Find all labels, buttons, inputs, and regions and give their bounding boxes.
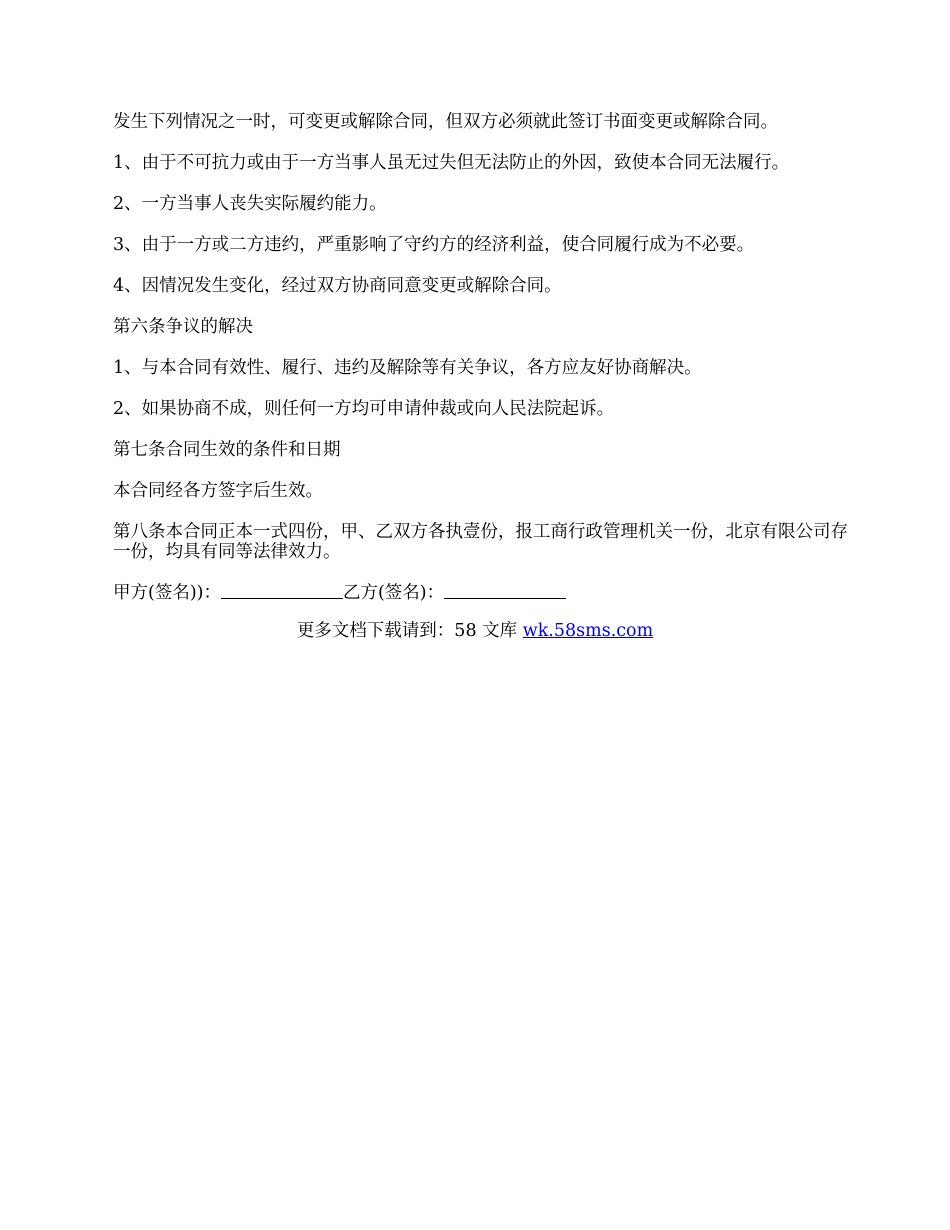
paragraph-dispute-1: 1、与本合同有效性、履行、违约及解除等有关争议，各方应友好协商解决。: [113, 358, 702, 378]
paragraph-item-4: 4、因情况发生变化，经过双方协商同意变更或解除合同。: [113, 276, 562, 296]
section-heading-article-7: 第七条合同生效的条件和日期: [113, 440, 341, 460]
paragraph-intro: 发生下列情况之一时，可变更或解除合同，但双方必须就此签订书面变更或解除合同。: [113, 112, 778, 132]
footer-link[interactable]: wk.58sms.com: [522, 620, 654, 641]
paragraph-item-1: 1、由于不可抗力或由于一方当事人虽无过失但无法防止的外因，致使本合同无法履行。: [113, 153, 790, 173]
party-b-signature-blank[interactable]: [444, 583, 566, 599]
party-a-signature-blank[interactable]: [221, 583, 343, 599]
section-heading-article-6: 第六条争议的解决: [113, 317, 253, 337]
paragraph-item-2: 2、一方当事人丧失实际履约能力。: [113, 194, 387, 214]
party-b-label: 乙方(签名)：: [342, 583, 445, 603]
footer-text: 更多文档下载请到：58 文库: [296, 620, 523, 641]
paragraph-dispute-2: 2、如果协商不成，则任何一方均可申请仲裁或向人民法院起诉。: [113, 399, 615, 419]
paragraph-article-8: 第八条本合同正本一式四份，甲、乙双方各执壹份，报工商行政管理机关一份，北京有限公司存一份，均具有同等法律效力。: [113, 522, 848, 562]
footer: [0, 621, 950, 641]
document-body: [113, 112, 848, 658]
paragraph-effective: 本合同经各方签字后生效。: [113, 481, 323, 501]
paragraph-item-3: 3、由于一方或二方违约，严重影响了守约方的经济利益，使合同履行成为不必要。: [113, 235, 755, 255]
signature-line: [113, 583, 848, 603]
party-a-label: 甲方(签名))：: [113, 583, 221, 603]
